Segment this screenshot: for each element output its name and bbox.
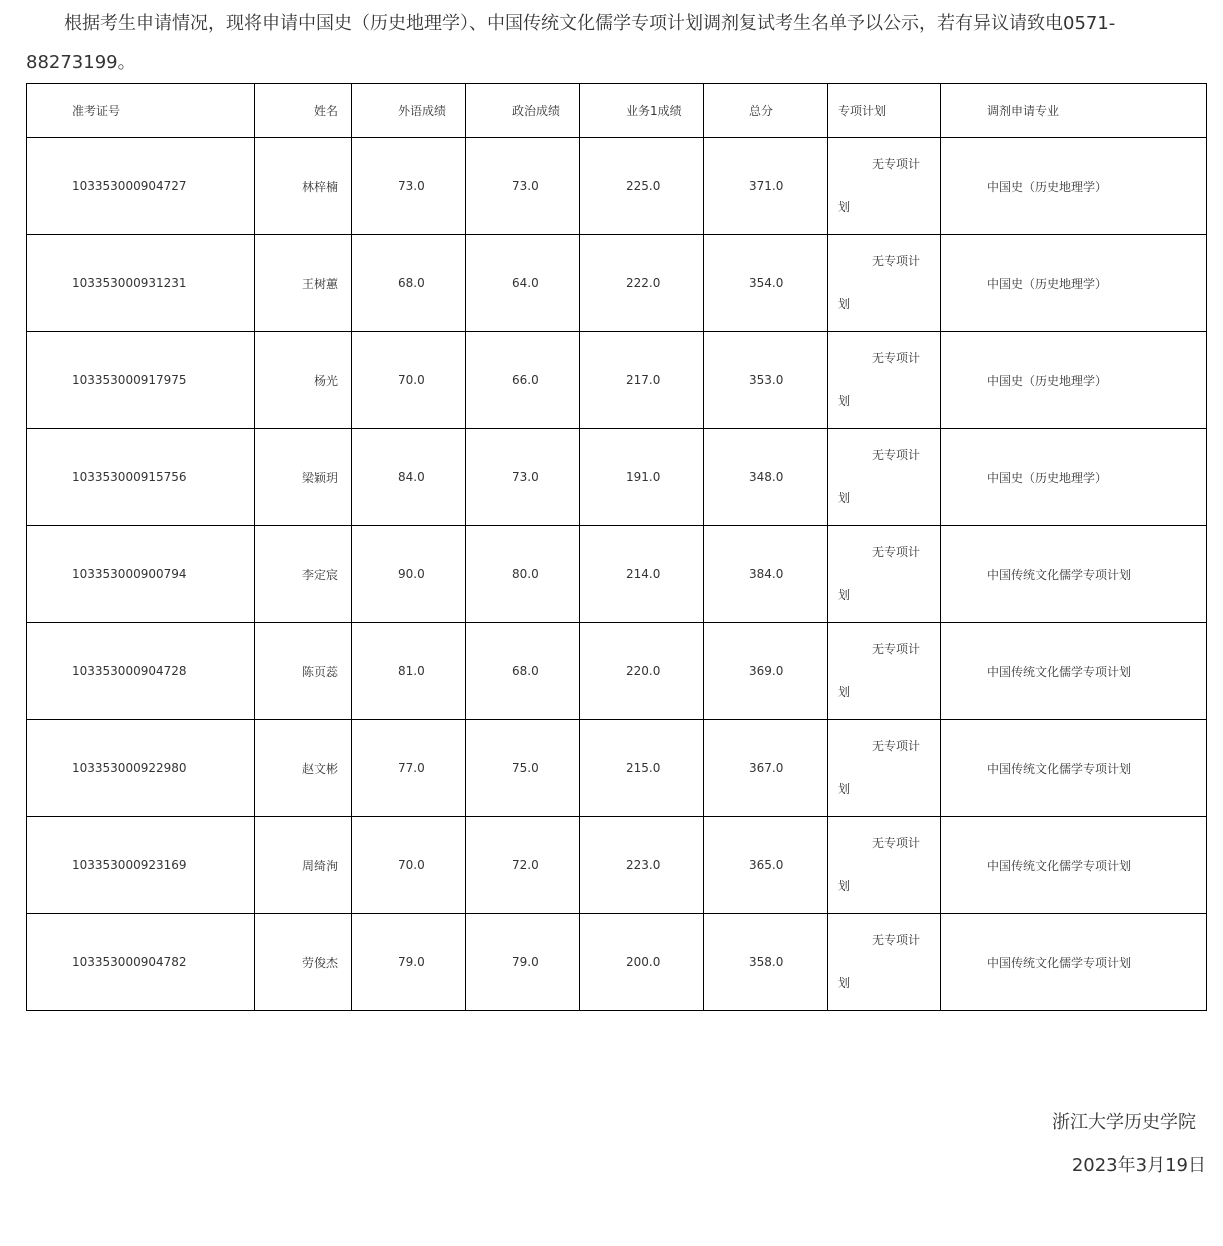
- table-row: [27, 720, 1207, 817]
- cell-name: 赵文彬: [255, 720, 352, 817]
- cell-name: 劳俊杰: [255, 914, 352, 1011]
- table-row: [27, 914, 1207, 1011]
- special-plan-line1: 无专项计: [872, 545, 921, 559]
- header-politics: 政治成绩: [466, 84, 580, 138]
- special-plan-line1: 无专项计: [872, 448, 921, 462]
- cell-foreign-language: 73.0: [352, 138, 466, 235]
- table-row: [27, 623, 1207, 720]
- special-plan-line1: 无专项计: [872, 157, 921, 171]
- special-plan-line2: 划: [838, 685, 851, 699]
- special-plan-line2: 划: [838, 200, 851, 214]
- cell-total: 348.0: [704, 429, 828, 526]
- cell-politics: 64.0: [466, 235, 580, 332]
- cell-foreign-language: 77.0: [352, 720, 466, 817]
- signature-org: 浙江大学历史学院: [1052, 1112, 1196, 1133]
- cell-major: 中国传统文化儒学专项计划: [941, 526, 1207, 623]
- cell-foreign-language: 70.0: [352, 817, 466, 914]
- header-foreign-language: 外语成绩: [352, 84, 466, 138]
- cell-exam-id: 103353000915756: [27, 429, 255, 526]
- cell-name: 李定宸: [255, 526, 352, 623]
- cell-special-plan: [828, 429, 941, 526]
- cell-total: 371.0: [704, 138, 828, 235]
- cell-name: 王树蕙: [255, 235, 352, 332]
- cell-exam-id: 103353000931231: [27, 235, 255, 332]
- cell-major: 中国史（历史地理学）: [941, 332, 1207, 429]
- cell-subject1: 222.0: [580, 235, 704, 332]
- cell-total: 358.0: [704, 914, 828, 1011]
- table-row: [27, 138, 1207, 235]
- special-plan-line2: 划: [838, 976, 851, 990]
- cell-exam-id: 103353000900794: [27, 526, 255, 623]
- cell-total: 384.0: [704, 526, 828, 623]
- cell-exam-id: 103353000917975: [27, 332, 255, 429]
- cell-major: 中国史（历史地理学）: [941, 235, 1207, 332]
- cell-subject1: 191.0: [580, 429, 704, 526]
- cell-subject1: 200.0: [580, 914, 704, 1011]
- special-plan-line1: 无专项计: [872, 933, 921, 947]
- cell-major: 中国传统文化儒学专项计划: [941, 623, 1207, 720]
- special-plan-line2: 划: [838, 588, 851, 602]
- cell-foreign-language: 84.0: [352, 429, 466, 526]
- cell-exam-id: 103353000923169: [27, 817, 255, 914]
- cell-foreign-language: 68.0: [352, 235, 466, 332]
- cell-name: 周绮洵: [255, 817, 352, 914]
- notice-intro: 根据考生申请情况，现将申请中国史（历史地理学）、中国传统文化儒学专项计划调剂复试考生名单予以公示，若有异议请致电0571-88273199。: [26, 13, 1116, 73]
- cell-politics: 73.0: [466, 138, 580, 235]
- header-special-plan: 专项计划: [828, 84, 941, 138]
- cell-special-plan: [828, 138, 941, 235]
- cell-subject1: 214.0: [580, 526, 704, 623]
- cell-politics: 79.0: [466, 914, 580, 1011]
- header-subject1: 业务1成绩: [580, 84, 704, 138]
- cell-subject1: 215.0: [580, 720, 704, 817]
- cell-foreign-language: 79.0: [352, 914, 466, 1011]
- special-plan-line1: 无专项计: [872, 739, 921, 753]
- cell-name: 陈页蕊: [255, 623, 352, 720]
- table-row: [27, 235, 1207, 332]
- cell-politics: 73.0: [466, 429, 580, 526]
- candidate-table: [26, 83, 1207, 1011]
- cell-subject1: 220.0: [580, 623, 704, 720]
- cell-major: 中国传统文化儒学专项计划: [941, 720, 1207, 817]
- cell-subject1: 223.0: [580, 817, 704, 914]
- special-plan-line1: 无专项计: [872, 351, 921, 365]
- cell-politics: 72.0: [466, 817, 580, 914]
- cell-subject1: 217.0: [580, 332, 704, 429]
- header-major: 调剂申请专业: [941, 84, 1207, 138]
- cell-name: 杨光: [255, 332, 352, 429]
- cell-total: 367.0: [704, 720, 828, 817]
- cell-special-plan: [828, 332, 941, 429]
- cell-major: 中国传统文化儒学专项计划: [941, 914, 1207, 1011]
- cell-major: 中国史（历史地理学）: [941, 138, 1207, 235]
- cell-total: 354.0: [704, 235, 828, 332]
- cell-major: 中国史（历史地理学）: [941, 429, 1207, 526]
- cell-foreign-language: 81.0: [352, 623, 466, 720]
- cell-exam-id: 103353000922980: [27, 720, 255, 817]
- header-total: 总分: [704, 84, 828, 138]
- table-row: [27, 526, 1207, 623]
- cell-special-plan: [828, 623, 941, 720]
- cell-special-plan: [828, 914, 941, 1011]
- cell-major: 中国传统文化儒学专项计划: [941, 817, 1207, 914]
- signature-date: 2023年3月19日: [1071, 1155, 1206, 1176]
- table-row: [27, 429, 1207, 526]
- cell-name: 林梓楠: [255, 138, 352, 235]
- special-plan-line1: 无专项计: [872, 642, 921, 656]
- special-plan-line2: 划: [838, 297, 851, 311]
- cell-foreign-language: 70.0: [352, 332, 466, 429]
- cell-total: 369.0: [704, 623, 828, 720]
- cell-total: 353.0: [704, 332, 828, 429]
- table-header-row: [27, 84, 1207, 138]
- cell-politics: 80.0: [466, 526, 580, 623]
- cell-special-plan: [828, 526, 941, 623]
- cell-exam-id: 103353000904727: [27, 138, 255, 235]
- special-plan-line2: 划: [838, 879, 851, 893]
- cell-exam-id: 103353000904728: [27, 623, 255, 720]
- cell-special-plan: [828, 235, 941, 332]
- cell-special-plan: [828, 720, 941, 817]
- header-exam-id: 准考证号: [27, 84, 255, 138]
- cell-politics: 75.0: [466, 720, 580, 817]
- special-plan-line2: 划: [838, 491, 851, 505]
- table-row: [27, 332, 1207, 429]
- special-plan-line2: 划: [838, 782, 851, 796]
- table-row: [27, 817, 1207, 914]
- cell-exam-id: 103353000904782: [27, 914, 255, 1011]
- special-plan-line1: 无专项计: [872, 836, 921, 850]
- special-plan-line2: 划: [838, 394, 851, 408]
- cell-subject1: 225.0: [580, 138, 704, 235]
- header-name: 姓名: [255, 84, 352, 138]
- cell-special-plan: [828, 817, 941, 914]
- cell-foreign-language: 90.0: [352, 526, 466, 623]
- cell-politics: 68.0: [466, 623, 580, 720]
- special-plan-line1: 无专项计: [872, 254, 921, 268]
- cell-name: 梁颖玥: [255, 429, 352, 526]
- cell-politics: 66.0: [466, 332, 580, 429]
- cell-total: 365.0: [704, 817, 828, 914]
